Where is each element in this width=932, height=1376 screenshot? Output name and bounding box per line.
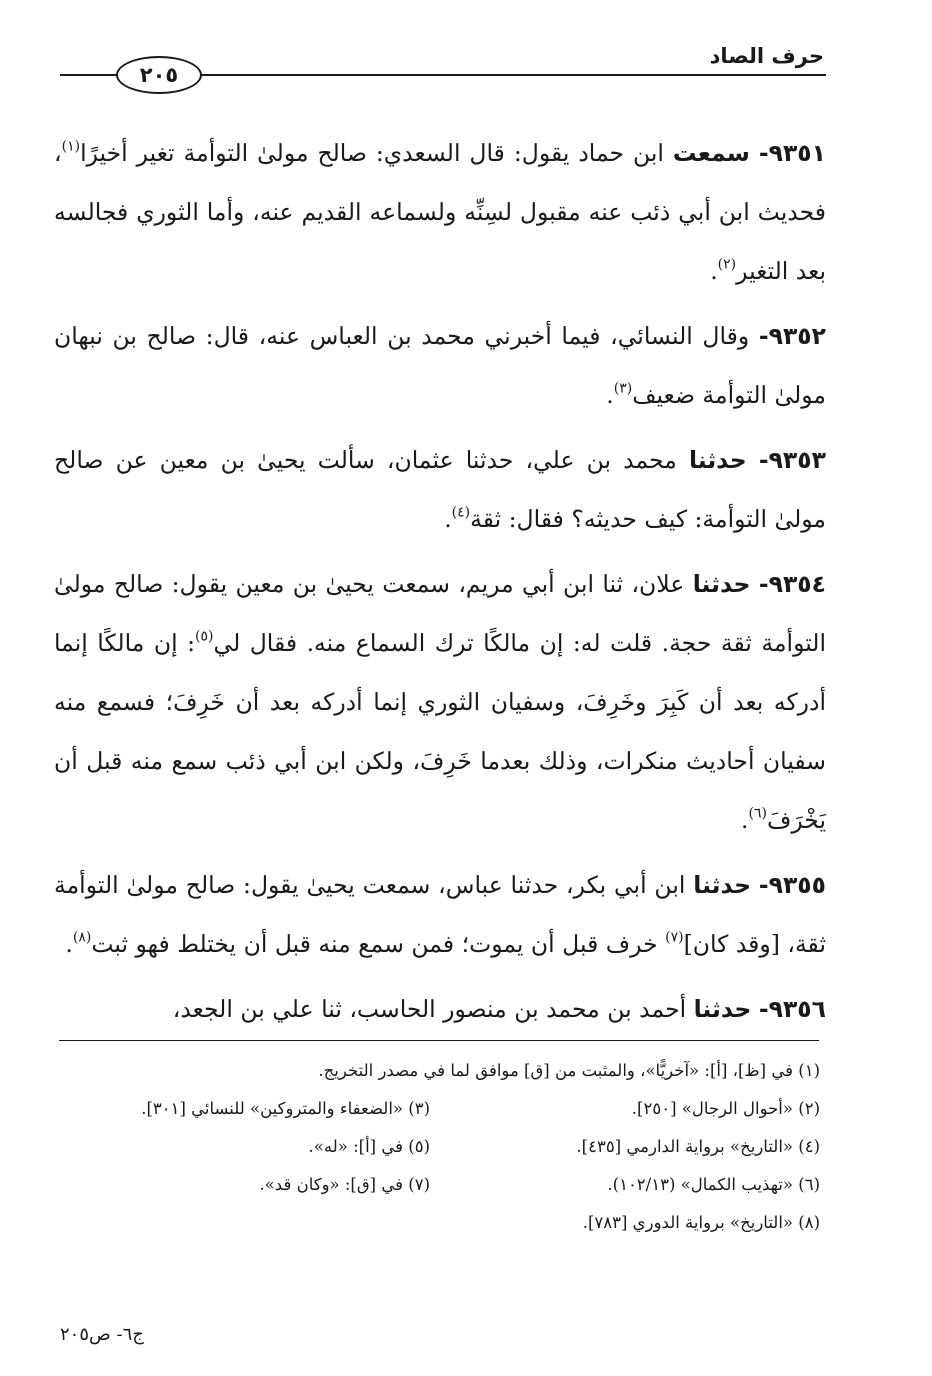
entry — [54, 555, 826, 850]
entry — [54, 431, 826, 549]
entry-text: محمد بن علي، حدثنا عثمان، سألت يحيىٰ بن معين عن صالح مولىٰ التوأمة: كيف حديثه؟ فقال: ثقة — [54, 446, 826, 533]
entry-text: . — [606, 381, 614, 409]
entry-text: . — [444, 505, 452, 533]
footnote: (٨) «التاريخ» برواية الدوري [٧٨٣]. — [582, 1213, 820, 1232]
footnote: (٦) «تهذيب الكمال» (١٠٢/١٣). — [607, 1175, 820, 1194]
footnote-row — [40, 1166, 820, 1204]
page-number-oval — [116, 56, 202, 94]
footnote: (٣) «الضعفاء والمتروكين» للنسائي [٣٠١]. — [141, 1099, 430, 1118]
footnote: (١) في [ظ]، [أ]: «آخريًّا»، والمثبت من [ق] موافق لما في مصدر التخريج. — [318, 1061, 820, 1080]
footnote-marker: (٧) — [665, 929, 684, 946]
footnote-marker: (٢) — [717, 256, 737, 273]
entry-keyword: حدثنا — [692, 570, 751, 598]
footnote-marker: (٦) — [748, 805, 767, 822]
main-text — [54, 124, 826, 1045]
footnote: (٢) «أحوال الرجال» [٢٥٠]. — [631, 1099, 820, 1118]
footnote-marker: (٤) — [451, 504, 471, 521]
entry-keyword: سمعت — [672, 139, 750, 167]
entry-number: ٩٣٥٣- — [758, 446, 826, 474]
entry-text: ، فحديث ابن أبي ذئب عنه مقبول لسِنِّه ولسماعه القديم عنه، وأما الثوري فجالسه بعد التغير — [54, 139, 826, 285]
entry-keyword: حدثنا — [693, 995, 752, 1023]
entry-number: ٩٣٥٢- — [758, 322, 826, 350]
footnote-marker: (٣) — [613, 380, 633, 397]
footnote: (٧) في [ق]: «وكان قد». — [259, 1175, 430, 1194]
entry-text: : إن مالكًا إنما أدركه بعد أن كَبِرَ وخَرِفَ، وسفيان الثوري إنما أدركه بعد أن خَرِفَ؛ فسمع منه سفيان أحاديث منكرات، وذلك بعدما خَرِفَ، ولكن ابن أبي ذئب سمع منه قبل أن يَخْرَفَ — [54, 629, 826, 834]
footnote-row — [40, 1090, 820, 1128]
footnote-marker: (١) — [61, 138, 81, 155]
entry-text: . — [741, 806, 749, 834]
entry — [54, 980, 826, 1039]
footnote-separator — [59, 1040, 819, 1041]
footnotes — [40, 1052, 820, 1242]
entry-text: علان، ثنا ابن أبي مريم، سمعت يحيىٰ بن معين يقول: صالح مولىٰ التوأمة ثقة حجة. قلت له: إن مالكًا ترك السماع منه. فقال لي — [54, 570, 826, 657]
entry — [54, 307, 826, 425]
entry-keyword: حدثنا — [688, 446, 747, 474]
entry-number: ٩٣٥٦- — [758, 995, 826, 1023]
entry-number: ٩٣٥٥- — [758, 871, 826, 899]
entry-text: خرف قبل أن يموت؛ فمن سمع منه قبل أن يختلط فهو ثبت — [91, 930, 666, 958]
footnote: (٤) «التاريخ» برواية الدارمي [٤٣٥]. — [576, 1137, 820, 1156]
footnote-marker: (٨) — [72, 929, 92, 946]
entry-keyword: حدثنا — [693, 871, 752, 899]
footnote: (٥) في [أ]: «له». — [308, 1137, 430, 1156]
entry — [54, 124, 826, 301]
running-head-chapter: حرف الصاد — [709, 44, 824, 68]
footnote-row — [40, 1128, 820, 1166]
page-number: ٢٠٥ — [139, 63, 179, 87]
entry-text: ابن حماد يقول: قال السعدي: صالح مولىٰ التوأمة تغير أخيرًا — [80, 139, 664, 167]
entry-text: ابن أبي بكر، حدثنا عباس، سمعت يحيىٰ يقول: صالح مولىٰ التوأمة ثقة، [وقد كان] — [54, 871, 826, 958]
volume-page-reference: ج٦- ص٢٠٥ — [60, 1324, 144, 1345]
entry-number: ٩٣٥٤- — [758, 570, 826, 598]
entry-number: ٩٣٥١- — [758, 139, 826, 167]
entry-text: . — [65, 930, 73, 958]
entry — [54, 856, 826, 974]
entry-text: . — [710, 257, 718, 285]
entry-text: وقال النسائي، فيما أخبرني محمد بن العباس عنه، قال: صالح بن نبهان مولىٰ التوأمة ضعيف — [54, 322, 826, 409]
footnote-marker: (٥) — [195, 628, 214, 645]
entry-text: أحمد بن محمد بن منصور الحاسب، ثنا علي بن الجعد، — [172, 995, 687, 1023]
